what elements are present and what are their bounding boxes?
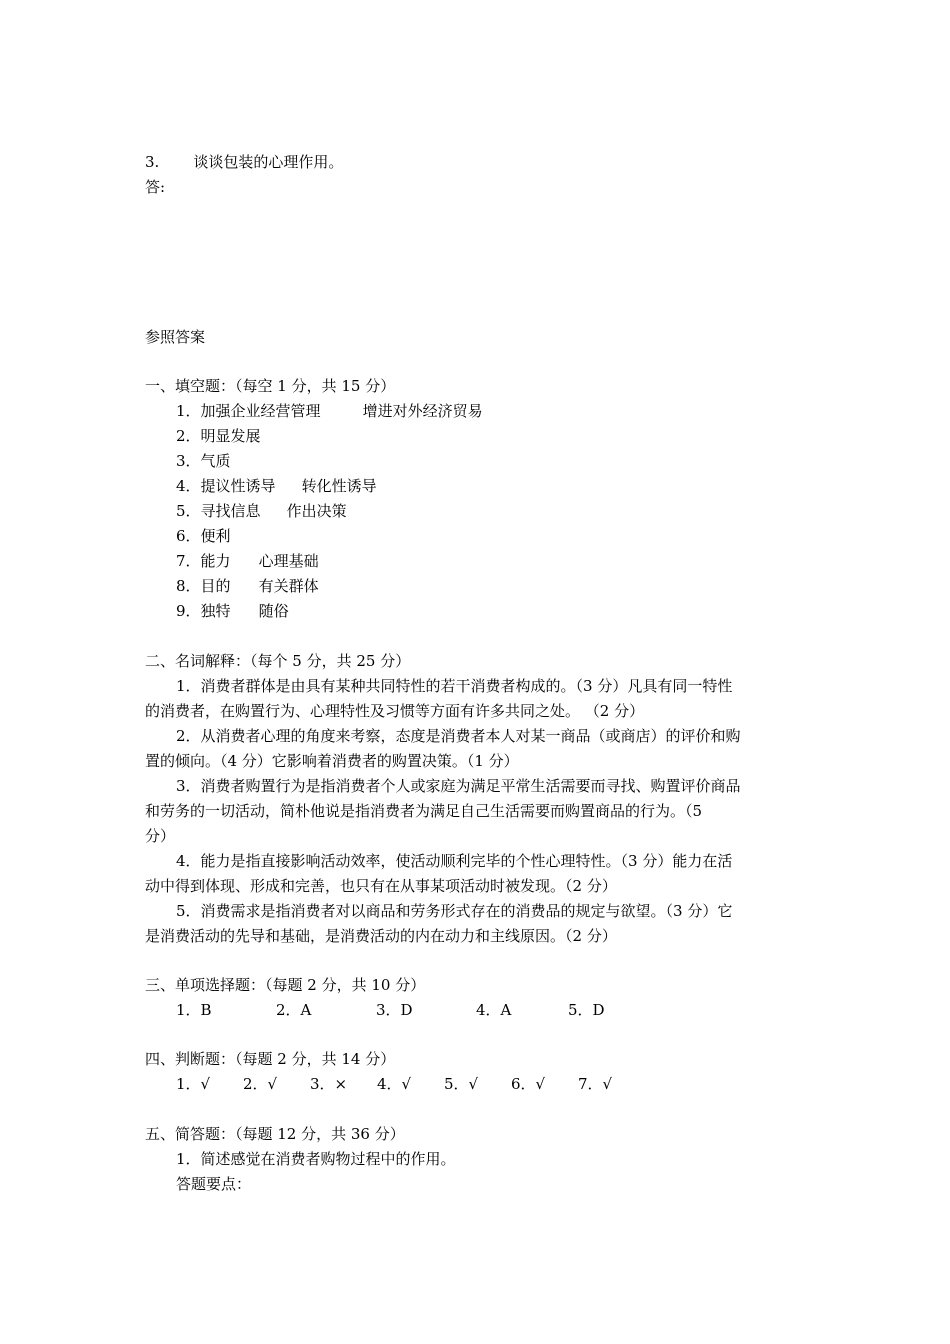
term-definition-line: 置的倾向。（4 分）它影响着消费者的购置决策。（1 分） <box>145 752 519 770</box>
choice-answer: 3．D <box>376 1001 413 1019</box>
fill-answer-2: 2．明显发展 <box>176 427 261 445</box>
term-definition-line: 1．消费者群体是由具有某种共同特性的若干消费者构成的。（3 分）凡具有同一特性 <box>176 677 733 695</box>
judgement-answer: 4．√ <box>377 1075 412 1093</box>
term-definition-line: 3．消费者购置行为是指消费者个人或家庭为满足平常生活需要而寻找、购置评价商品 <box>176 777 741 795</box>
term-definition-line: 是消费活动的先导和基础，是消费活动的内在动力和主线原因。（2 分） <box>145 927 617 945</box>
term-definition-line: 5．消费需求是指消费者对以商品和劳务形式存在的消费品的规定与欲望。（3 分）它 <box>176 902 733 920</box>
judgement-answer: 5．√ <box>444 1075 479 1093</box>
term-definition-line: 动中得到体现、形成和完善，也只有在从事某项活动时被发现。（2 分） <box>145 877 617 895</box>
choice-answer: 1．B <box>176 1001 212 1019</box>
fill-answer-5: 5．寻找信息 作出决策 <box>176 502 347 520</box>
question-3-number: 3. <box>145 153 160 171</box>
section-5-heading: 五、简答题：（每题 12 分，共 36 分） <box>145 1125 405 1143</box>
judgement-answers <box>176 1074 612 1094</box>
answer-points-label: 答题要点： <box>176 1175 252 1193</box>
reference-answer-title: 参照答案 <box>145 328 206 346</box>
fill-answer-9: 9．独特 随俗 <box>176 602 289 620</box>
section-4-heading: 四、判断题：（每题 2 分，共 14 分） <box>145 1050 396 1068</box>
fill-answer-7: 7．能力 心理基础 <box>176 552 319 570</box>
answer-label: 答: <box>145 178 166 196</box>
term-definition-line: 分） <box>145 827 176 845</box>
judgement-answer: 6．√ <box>511 1075 546 1093</box>
short-question-1: 1．简述感觉在消费者购物过程中的作用。 <box>176 1150 456 1168</box>
fill-answer-3: 3．气质 <box>176 452 231 470</box>
judgement-answer: 7．√ <box>578 1075 613 1093</box>
fill-answer-8: 8．目的 有关群体 <box>176 577 319 595</box>
fill-answer-1: 1．加强企业经营管理 增进对外经济贸易 <box>176 402 483 420</box>
fill-answer-4: 4．提议性诱导 转化性诱导 <box>176 477 377 495</box>
judgement-answer: 1．√ <box>176 1075 211 1093</box>
term-definition-line: 和劳务的一切活动，简朴他说是指消费者为满足自己生活需要而购置商品的行为。（5 <box>145 802 703 820</box>
fill-answer-6: 6．便利 <box>176 527 231 545</box>
section-1-heading: 一、填空题：（每空 1 分，共 15 分） <box>145 377 396 395</box>
choice-answers <box>176 1000 605 1020</box>
judgement-answer: 2．√ <box>243 1075 278 1093</box>
question-3 <box>145 152 343 172</box>
question-3-text: 谈谈包装的心理作用。 <box>193 153 344 171</box>
judgement-answer: 3．× <box>310 1075 348 1093</box>
term-definition-line: 4．能力是指直接影响活动效率，使活动顺利完毕的个性心理特性。（3 分）能力在活 <box>176 852 733 870</box>
section-3-heading: 三、单项选择题：（每题 2 分，共 10 分） <box>145 976 426 994</box>
choice-answer: 5．D <box>568 1001 605 1019</box>
section-2-heading: 二、名词解释：（每个 5 分，共 25 分） <box>145 652 411 670</box>
choice-answer: 4．A <box>476 1001 512 1019</box>
term-definition-line: 2．从消费者心理的角度来考察，态度是消费者本人对某一商品（或商店）的评价和购 <box>176 727 741 745</box>
term-definition-line: 的消费者，在购置行为、心理特性及习惯等方面有许多共同之处。 （2 分） <box>145 702 645 720</box>
choice-answer: 2．A <box>276 1001 312 1019</box>
